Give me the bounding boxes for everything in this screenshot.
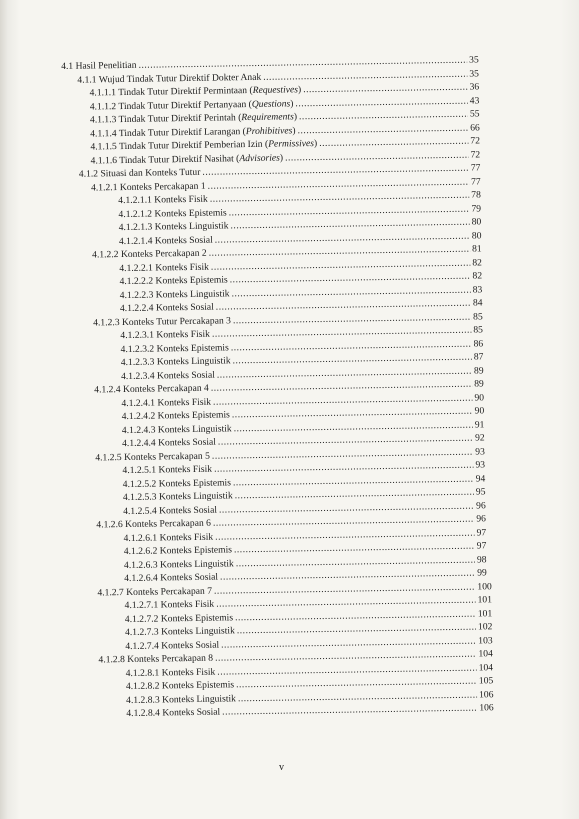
- toc-entry-italic-term: Questions: [251, 97, 291, 110]
- toc-entry-page-number: 82: [472, 256, 482, 269]
- toc-entry-page-number: 36: [469, 81, 480, 93]
- page-footer: [0, 762, 579, 773]
- toc-entry-title: 4.1.2.5.2 Konteks Epistemis: [122, 476, 232, 490]
- toc-entry-title: 4.1.2.8.2 Konteks Epistemis: [125, 679, 235, 693]
- toc-entry-closing: ): [313, 137, 318, 150]
- toc-entry-page-number: 104: [478, 661, 494, 673]
- toc-entry-title: 4.1.2.2 Konteks Percakapan 2: [92, 247, 207, 261]
- toc-entry-closing: ): [293, 111, 298, 123]
- toc-entry-title: 4.1.2.6.2 Konteks Epistemis: [123, 544, 233, 558]
- toc-entry-title: 4.1.2.7.3 Konteks Linguistik: [124, 625, 235, 639]
- toc-entry-page-number: 97: [476, 526, 487, 539]
- toc-entry-page-number: 72: [470, 135, 481, 147]
- toc-entry-label: [126, 706, 220, 721]
- toc-entry-page-number: 66: [470, 121, 480, 134]
- toc-entry-page-number: 81: [471, 243, 482, 255]
- toc-entry-title: 4.1.2.2.4 Konteks Sosial: [119, 301, 214, 315]
- toc-entry-page-number: 77: [470, 175, 481, 188]
- toc-entry-title: 4.1.2.4.2 Konteks Epistemis: [121, 409, 230, 423]
- toc-entry-title: 4.1.2.5.3 Konteks Linguistik: [122, 490, 233, 504]
- toc-entry-page-number: 35: [469, 67, 480, 80]
- toc-entry-page-number: 95: [475, 486, 486, 498]
- toc-entry-page-number: 55: [469, 108, 480, 120]
- dot-leader: [222, 702, 477, 720]
- toc-entry-title: 4.1.1.2 Tindak Tutur Direktif Pertanyaan (: [89, 98, 252, 113]
- toc-entry-title: 4.1.2.7.2 Konteks Epistemis: [124, 611, 234, 625]
- toc-entry-page-number: 97: [476, 540, 487, 552]
- toc-entry-page-number: 102: [477, 621, 493, 633]
- toc-entry-page-number: 87: [473, 351, 484, 363]
- toc-entry-page-number: 77: [470, 162, 481, 174]
- toc-entry-page-number: 85: [473, 310, 483, 323]
- toc-entry-title: 4.1.2.8 Konteks Percakapan 8: [98, 652, 214, 666]
- toc-entry-page-number: 89: [474, 378, 484, 390]
- toc-entry-page-number: 94: [475, 472, 486, 485]
- toc-entry-page-number: 35: [469, 54, 479, 66]
- toc-entry-title: 4.1.1.3 Tindak Tutur Direktif Perintah (: [89, 112, 242, 126]
- toc-entry-page-number: 90: [474, 405, 485, 417]
- toc-entry-title: 4.1.2.4.3 Konteks Linguistik: [121, 422, 232, 436]
- toc-entry-page-number: 86: [473, 337, 484, 350]
- toc-entry-title: 4.1.2.6 Konteks Percakapan 6: [96, 517, 212, 531]
- toc-entry-label: [122, 463, 212, 478]
- toc-entry-page-number: 98: [476, 553, 487, 566]
- toc-entry-page-number: 82: [472, 270, 483, 282]
- toc-entry-page-number: 104: [478, 648, 493, 660]
- toc-entry-page-number: 106: [479, 702, 494, 714]
- toc-entry-closing: ): [279, 152, 284, 164]
- toc-entry-title: 4.1.1.1 Tindak Tutur Direktif Permintaan (: [89, 84, 253, 99]
- toc-entry-page-number: 93: [475, 459, 486, 471]
- toc-entry-label: [120, 328, 210, 343]
- toc-entry-title: 4.1.2.6.4 Konteks Sosial: [124, 571, 219, 585]
- toc-entry-title: 4.1.2.3 Konteks Tutur Percakapan 3: [93, 314, 232, 329]
- toc-entry-title: 4.1.2.6.3 Konteks Linguistik: [123, 557, 234, 571]
- toc-entry-title: 4.1.2.1.4 Konteks Sosial: [118, 234, 213, 247]
- table-of-contents: [0, 52, 579, 723]
- toc-entry-page-number: 43: [469, 94, 480, 107]
- toc-entry-closing: ): [290, 97, 294, 109]
- toc-entry-page-number: 99: [477, 567, 487, 579]
- toc-entry-title: 4.1.2.3.2 Konteks Epistemis: [120, 341, 229, 355]
- toc-entry-closing: ): [297, 84, 302, 96]
- toc-entry-italic-term: Prohibitives: [245, 124, 293, 137]
- toc-entry-label: [123, 530, 213, 545]
- toc-entry-label: [126, 665, 216, 680]
- toc-entry-label: [61, 59, 137, 74]
- toc-entry-page-number: 90: [474, 391, 485, 404]
- toc-entry-title: 4.1.2.4 Konteks Percakapan 4: [94, 382, 209, 396]
- toc-entry-label: [121, 395, 211, 410]
- toc-entry-italic-term: Advisories: [239, 152, 280, 164]
- toc-entry-page-number: 83: [472, 283, 483, 296]
- toc-entry-label: [118, 193, 208, 208]
- toc-entry-title: 4.1.2.1.2 Konteks Epistemis: [118, 206, 227, 220]
- toc-entry-title: 4.1.2.7.1 Konteks Fisik: [124, 598, 215, 612]
- toc-entry-title: 4.1.2.3.1 Konteks Fisik: [120, 328, 211, 342]
- toc-entry-title: 4.1.2.5.4 Konteks Sosial: [123, 504, 218, 517]
- toc-entry-italic-term: Requestives: [252, 84, 299, 96]
- toc-entry-page-number: 96: [476, 513, 486, 525]
- toc-entry-title: 4.1.1 Wujud Tindak Tutur Direktif Dokter Anak: [77, 71, 262, 86]
- toc-entry-title: 4.1.1.6 Tindak Tutur Direktif Nasihat (: [90, 152, 240, 167]
- toc-entry-title: 4.1.2.2.2 Konteks Epistemis: [119, 274, 228, 288]
- toc-entry-page-number: 103: [478, 634, 493, 646]
- toc-entry-title: 4.1.2.8.1 Konteks Fisik: [125, 666, 216, 679]
- toc-entry-italic-term: Requirements: [241, 111, 294, 124]
- toc-entry-page-number: 101: [477, 594, 493, 606]
- toc-entry-title: 4.1.2.4.4 Konteks Sosial: [122, 436, 216, 450]
- toc-entry-title: 4.1.2.2.3 Konteks Linguistik: [119, 287, 230, 301]
- toc-entry-label: [119, 260, 209, 275]
- toc-entry-page-number: 106: [478, 688, 494, 700]
- toc-entry-title: 4.1 Hasil Penelitian: [61, 59, 137, 72]
- toc-entry-page-number: 105: [478, 675, 494, 687]
- toc-entry-title: 4.1.2.6.1 Konteks Fisik: [123, 531, 214, 544]
- toc-entry-page-number: 92: [474, 432, 485, 444]
- toc-entry-label: [125, 598, 215, 613]
- toc-entry-page-number: 80: [471, 229, 482, 242]
- toc-entry-title: 4.1.2.7 Konteks Percakapan 7: [97, 585, 213, 598]
- toc-entry-page-number: 79: [471, 202, 482, 215]
- toc-entry-page-number: 91: [474, 418, 485, 431]
- toc-entry-title: 4.1.2 Situasi dan Konteks Tutur: [78, 166, 201, 180]
- toc-entry-page-number: 100: [477, 580, 492, 593]
- toc-entry-page-number: 89: [473, 364, 484, 377]
- toc-entry-page-number: 101: [477, 607, 493, 619]
- toc-entry-title: 4.1.2.3.3 Konteks Linguistik: [120, 355, 231, 369]
- toc-entry-page-number: 80: [471, 216, 482, 228]
- toc-entry-title: 4.1.2.2.1 Konteks Fisik: [119, 261, 209, 274]
- toc-entry-title: 4.1.2.1.3 Konteks Linguistik: [118, 220, 229, 234]
- toc-entry-italic-term: Permissives: [268, 138, 315, 150]
- toc-entry-title: 4.1.2.3.4 Konteks Sosial: [120, 369, 215, 382]
- page-number: v: [279, 762, 284, 773]
- toc-entry-page-number: 72: [470, 148, 481, 161]
- toc-entry-page-number: 85: [473, 324, 484, 336]
- toc-entry-page-number: 93: [475, 445, 485, 458]
- toc-entry-page-number: 84: [472, 297, 483, 309]
- toc-entry-title: 4.1.2.7.4 Konteks Sosial: [125, 639, 220, 652]
- toc-entry-title: 4.1.2.5 Konteks Percakapan 5: [95, 450, 210, 463]
- toc-entry-title: 4.1.2.4.1 Konteks Fisik: [121, 396, 212, 409]
- toc-entry-closing: ): [292, 124, 296, 136]
- toc-entry-title: 4.1.1.4 Tindak Tutur Direktif Larangan (: [90, 125, 246, 140]
- toc-entry-title: 4.1.2.8.4 Konteks Sosial: [126, 706, 221, 720]
- toc-entry-title: 4.1.2.1.1 Konteks Fisik: [118, 193, 208, 207]
- toc-entry-title: 4.1.2.8.3 Konteks Linguistik: [126, 692, 236, 706]
- toc-entry-title: 4.1.2.1 Konteks Percakapan 1: [90, 180, 206, 194]
- toc-entry-title: 4.1.1.5 Tindak Tutur Direktif Pemberian Izin (: [90, 138, 269, 153]
- toc-entry-page-number: 78: [471, 189, 481, 201]
- toc-entry-page-number: 96: [476, 499, 486, 512]
- toc-entry-title: 4.1.2.5.1 Konteks Fisik: [122, 463, 213, 477]
